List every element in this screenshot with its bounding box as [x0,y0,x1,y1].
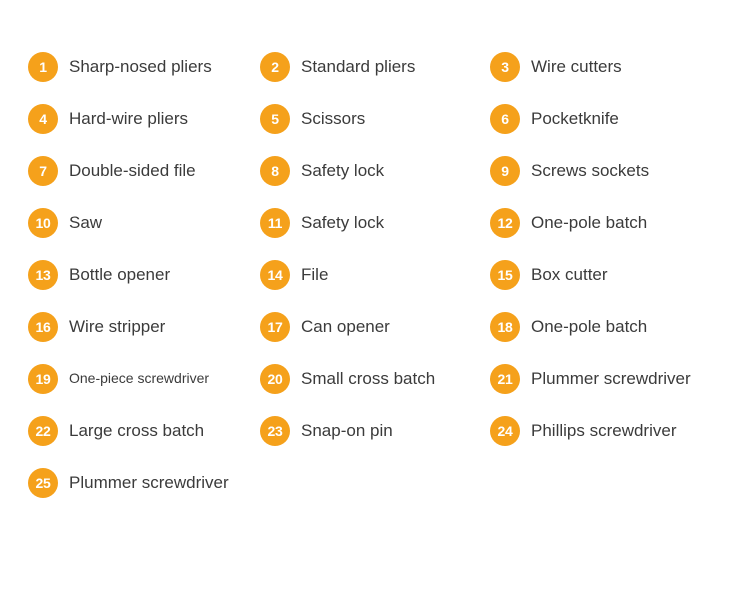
legend-number-badge: 23 [260,416,290,446]
legend-item-label: Box cutter [531,264,608,284]
legend-number-badge: 8 [260,156,290,186]
legend-item-label: One-pole batch [531,212,648,232]
legend-item-17 [260,312,490,342]
legend-item-label: Plummer screwdriver [69,472,229,492]
legend-item-label: Wire cutters [531,56,622,76]
legend-number-badge: 6 [490,104,520,134]
legend-number-badge: 9 [490,156,520,186]
legend-item-label: Pocketknife [531,108,619,128]
legend-item-label: Double-sided file [69,160,196,180]
legend-item-label: Plummer screwdriver [531,368,691,388]
legend-item-label: Snap-on pin [301,420,393,440]
legend-number-badge: 11 [260,208,290,238]
legend-item-19 [0,364,260,394]
legend-number-badge: 1 [28,52,58,82]
legend-item-7 [0,156,260,186]
legend-item-label: Screws sockets [531,160,650,180]
legend-number-badge: 16 [28,312,58,342]
legend-row [0,156,756,208]
legend-item-label: Sharp-nosed pliers [69,56,212,76]
legend-item-5 [260,104,490,134]
legend-list [0,52,756,520]
legend-number-badge: 19 [28,364,58,394]
legend-item-label: Wire stripper [69,316,166,336]
legend-item-15 [490,260,756,290]
legend-number-badge: 22 [28,416,58,446]
legend-number-badge: 5 [260,104,290,134]
legend-row [0,208,756,260]
legend-row [0,312,756,364]
legend-item-11 [260,208,490,238]
legend-item-8 [260,156,490,186]
legend-item-13 [0,260,260,290]
legend-row [0,260,756,312]
legend-item-label: One-piece screwdriver [69,370,210,387]
legend-item-21 [490,364,756,394]
legend-item-12 [490,208,756,238]
legend-item-label: Safety lock [301,160,385,180]
legend-row [0,468,756,520]
legend-row [0,364,756,416]
legend-number-badge: 20 [260,364,290,394]
legend-item-6 [490,104,756,134]
legend-item-3 [490,52,756,82]
legend-item-23 [260,416,490,446]
legend-number-badge: 10 [28,208,58,238]
legend-item-label: Saw [69,212,103,232]
legend-item-label: Phillips screwdriver [531,420,677,440]
legend-row [0,52,756,104]
legend-number-badge: 18 [490,312,520,342]
legend-item-22 [0,416,260,446]
legend-number-badge: 3 [490,52,520,82]
legend-number-badge: 24 [490,416,520,446]
legend-item-1 [0,52,260,82]
legend-number-badge: 13 [28,260,58,290]
legend-row [0,416,756,468]
legend-number-badge: 12 [490,208,520,238]
legend-item-label: Can opener [301,316,390,336]
legend-item-25 [0,468,260,498]
legend-item-10 [0,208,260,238]
legend-number-badge: 15 [490,260,520,290]
legend-item-18 [490,312,756,342]
legend-number-badge: 17 [260,312,290,342]
legend-item-label: Large cross batch [69,420,205,440]
legend-row [0,104,756,156]
legend-item-label: Bottle opener [69,264,171,284]
legend-number-badge: 14 [260,260,290,290]
legend-item-16 [0,312,260,342]
legend-item-4 [0,104,260,134]
legend-item-24 [490,416,756,446]
legend-number-badge: 21 [490,364,520,394]
legend-item-label: Standard pliers [301,56,416,76]
legend-item-label: File [301,264,329,284]
legend-number-badge: 25 [28,468,58,498]
legend-item-14 [260,260,490,290]
legend-item-20 [260,364,490,394]
legend-number-badge: 7 [28,156,58,186]
legend-item-label: Safety lock [301,212,385,232]
legend-item-label: Small cross batch [301,368,436,388]
legend-item-label: One-pole batch [531,316,648,336]
legend-item-9 [490,156,756,186]
legend-item-2 [260,52,490,82]
legend-item-label: Hard-wire pliers [69,108,189,128]
legend-number-badge: 2 [260,52,290,82]
legend-number-badge: 4 [28,104,58,134]
legend-item-label: Scissors [301,108,366,128]
